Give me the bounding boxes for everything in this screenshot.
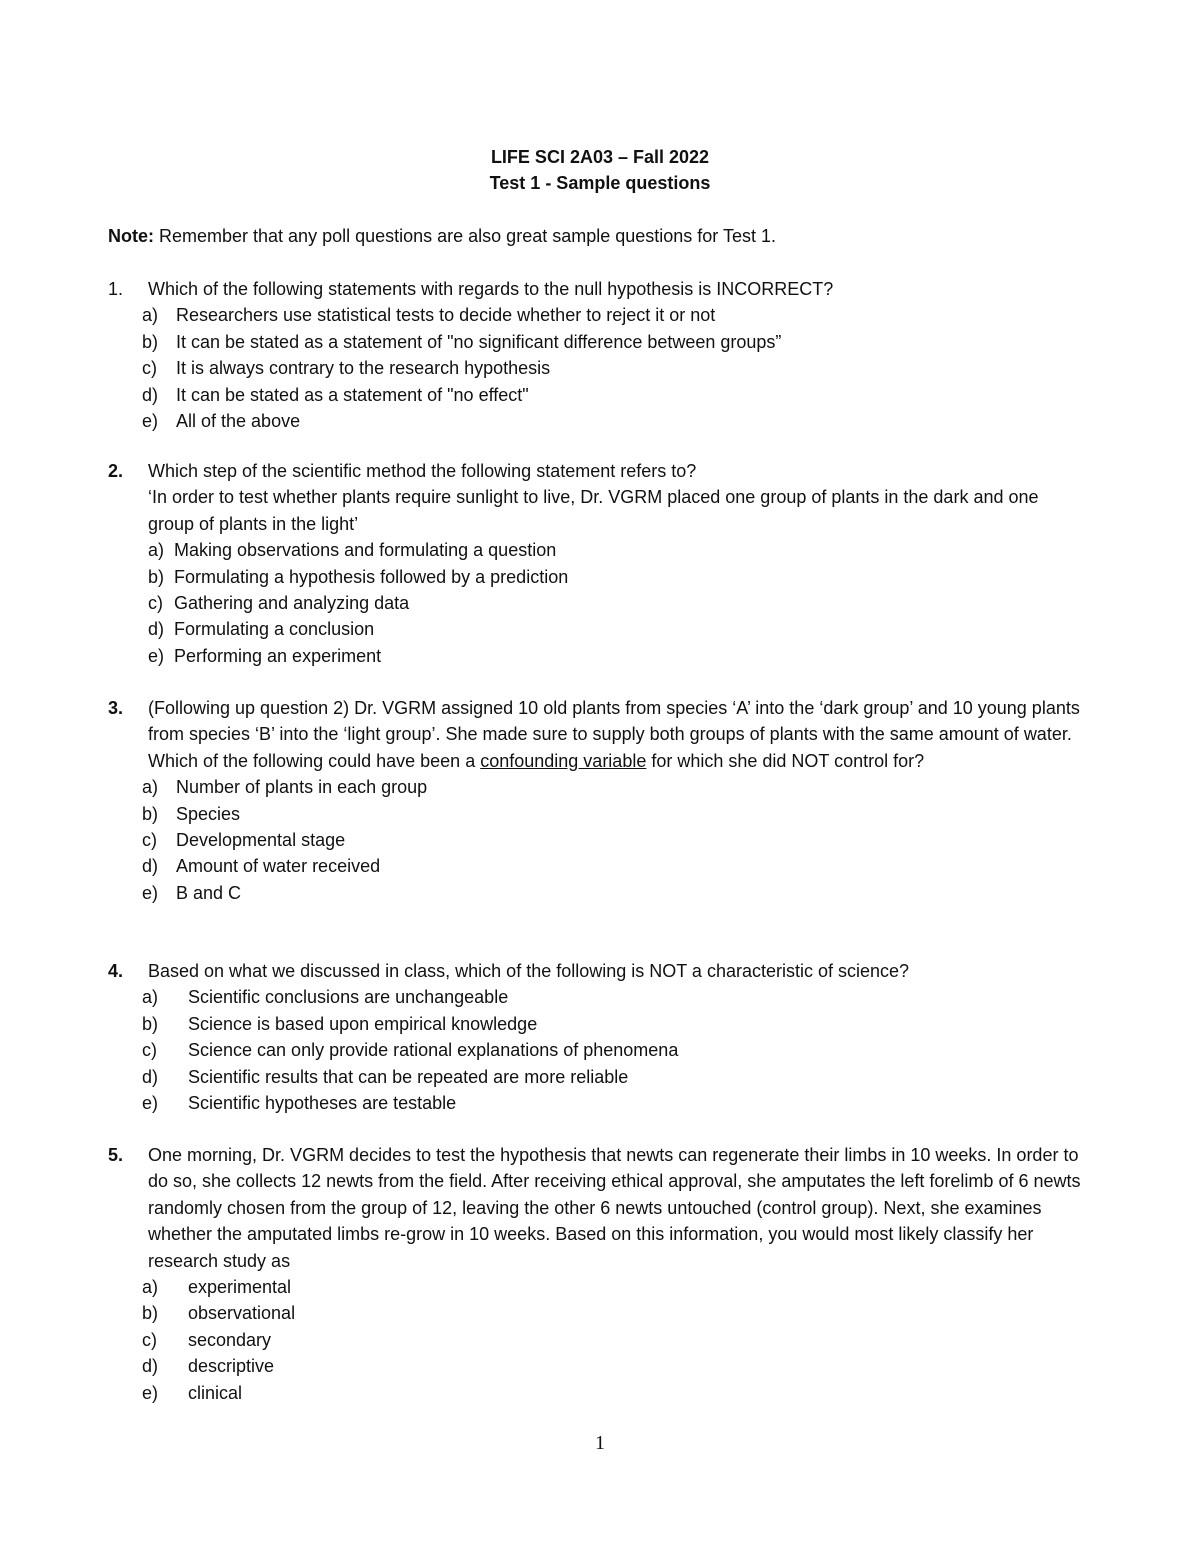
question-number: 3. bbox=[108, 698, 124, 718]
test-title: Test 1 - Sample questions bbox=[489, 173, 711, 193]
option-d bbox=[108, 616, 1088, 642]
note-text: Remember that any poll questions are also great sample questions for Test 1. bbox=[154, 226, 777, 246]
option-text: Number of plants in each group bbox=[176, 777, 428, 798]
option-d bbox=[108, 1064, 1088, 1090]
option-letter: a) bbox=[142, 1277, 159, 1298]
option-letter: a) bbox=[142, 777, 159, 798]
option-b bbox=[108, 1011, 1088, 1037]
option-letter: e) bbox=[142, 1093, 159, 1114]
option-c bbox=[108, 827, 1088, 853]
option-text: Researchers use statistical tests to decide whether to reject it or not bbox=[176, 305, 716, 326]
question-number: 4. bbox=[108, 961, 124, 981]
question-1 bbox=[108, 276, 1088, 434]
option-text: Developmental stage bbox=[176, 830, 346, 851]
option-b bbox=[108, 1300, 1088, 1326]
option-letter: c) bbox=[142, 830, 157, 851]
option-text: Species bbox=[176, 803, 241, 824]
question-5 bbox=[108, 1142, 1088, 1406]
page-number: 1 bbox=[595, 1432, 605, 1454]
question-text: Based on what we discussed in class, which of the following is NOT a characteristic of science? bbox=[148, 961, 910, 981]
question-text: Which step of the scientific method the following statement refers to? bbox=[148, 461, 697, 481]
option-text: Scientific conclusions are unchangeable bbox=[188, 987, 509, 1008]
option-a bbox=[108, 537, 1088, 563]
option-text: clinical bbox=[188, 1382, 243, 1403]
option-letter: e) bbox=[142, 1382, 159, 1403]
option-d bbox=[108, 382, 1088, 408]
option-c bbox=[108, 355, 1088, 381]
option-letter: b) bbox=[142, 331, 159, 352]
option-e bbox=[108, 408, 1088, 434]
option-letter: a) bbox=[148, 540, 165, 561]
option-letter: e) bbox=[142, 411, 159, 432]
question-4 bbox=[108, 958, 1088, 1116]
option-a bbox=[108, 984, 1088, 1010]
option-a bbox=[108, 1274, 1088, 1300]
question-number: 5. bbox=[108, 1145, 124, 1165]
option-b bbox=[108, 801, 1088, 827]
option-letter: b) bbox=[142, 803, 159, 824]
option-text: Science can only provide rational explanations of phenomena bbox=[188, 1040, 679, 1061]
option-letter: c) bbox=[142, 1329, 157, 1350]
option-letter: b) bbox=[148, 566, 165, 587]
underlined-term: confounding variable bbox=[480, 750, 647, 771]
option-letter: d) bbox=[142, 856, 159, 877]
option-text: Gathering and analyzing data bbox=[174, 593, 410, 614]
option-c bbox=[108, 590, 1088, 616]
option-c bbox=[108, 1327, 1088, 1353]
option-text: Scientific results that can be repeated are more reliable bbox=[188, 1066, 629, 1087]
option-text: B and C bbox=[176, 882, 242, 903]
option-d bbox=[108, 853, 1088, 879]
option-a bbox=[108, 774, 1088, 800]
option-b bbox=[108, 564, 1088, 590]
question-text bbox=[148, 695, 1088, 774]
option-d bbox=[108, 1353, 1088, 1379]
option-text: secondary bbox=[188, 1329, 272, 1350]
course-title: LIFE SCI 2A03 – Fall 2022 bbox=[490, 147, 710, 167]
option-text: All of the above bbox=[176, 411, 301, 432]
question-2 bbox=[108, 458, 1088, 669]
question-number: 2. bbox=[108, 461, 124, 481]
option-text: It can be stated as a statement of "no effect" bbox=[176, 384, 529, 405]
question-number: 1. bbox=[108, 279, 124, 299]
option-letter: b) bbox=[142, 1303, 159, 1324]
option-text: Making observations and formulating a question bbox=[174, 540, 557, 561]
question-3 bbox=[108, 695, 1088, 906]
option-letter: d) bbox=[142, 1066, 159, 1087]
option-letter: e) bbox=[148, 645, 165, 666]
option-text: Formulating a hypothesis followed by a prediction bbox=[174, 566, 569, 587]
option-c bbox=[108, 1037, 1088, 1063]
question-quote: ‘In order to test whether plants require sunlight to live, Dr. VGRM placed one group of plants in the dark and one group of plants in the light’ bbox=[148, 487, 1039, 534]
option-e bbox=[108, 880, 1088, 906]
option-text: It can be stated as a statement of "no significant difference between groups” bbox=[176, 331, 782, 352]
question-text-before: (Following up question 2) Dr. VGRM assigned 10 old plants from species ‘A’ into the ‘dark group’ and 10 young plants from species ‘B’ into the ‘light group’. She made sure to supply both groups of plants with the same amount of water. Which of the following could have been a bbox=[148, 698, 1080, 771]
option-letter: a) bbox=[142, 987, 159, 1008]
option-letter: d) bbox=[142, 1356, 159, 1377]
option-e bbox=[108, 1090, 1088, 1116]
note-label: Note: bbox=[108, 226, 154, 246]
note-paragraph bbox=[108, 223, 776, 249]
option-letter: c) bbox=[148, 593, 163, 614]
option-text: descriptive bbox=[188, 1356, 275, 1377]
option-text: observational bbox=[188, 1303, 296, 1324]
option-e bbox=[108, 1380, 1088, 1406]
question-text: Which of the following statements with regards to the null hypothesis is INCORRECT? bbox=[148, 279, 834, 299]
option-text: Scientific hypotheses are testable bbox=[188, 1093, 457, 1114]
option-text: Formulating a conclusion bbox=[174, 619, 375, 640]
option-letter: d) bbox=[142, 384, 159, 405]
option-letter: c) bbox=[142, 1040, 157, 1061]
option-b bbox=[108, 329, 1088, 355]
option-letter: c) bbox=[142, 358, 157, 379]
option-letter: e) bbox=[142, 882, 159, 903]
option-e bbox=[108, 643, 1088, 669]
option-text: Performing an experiment bbox=[174, 645, 382, 666]
option-letter: b) bbox=[142, 1013, 159, 1034]
question-text: One morning, Dr. VGRM decides to test the hypothesis that newts can regenerate their limbs in 10 weeks. In order to do so, she collects 12 newts from the field. After receiving ethical approval, she amputates the left forelimb of 6 newts randomly chosen from the group of 12, leaving the other 6 newts untouched (control group). Next, she examines whether the amputated limbs re-grow in 10 weeks. Based on this information, you would most likely classify her research study as bbox=[148, 1145, 1081, 1271]
option-text: It is always contrary to the research hypothesis bbox=[176, 358, 551, 379]
option-text: Science is based upon empirical knowledge bbox=[188, 1013, 538, 1034]
option-letter: d) bbox=[148, 619, 165, 640]
option-a bbox=[108, 302, 1088, 328]
option-text: Amount of water received bbox=[176, 856, 381, 877]
option-text: experimental bbox=[188, 1277, 292, 1298]
question-text-after: for which she did NOT control for? bbox=[646, 750, 925, 771]
option-letter: a) bbox=[142, 305, 159, 326]
